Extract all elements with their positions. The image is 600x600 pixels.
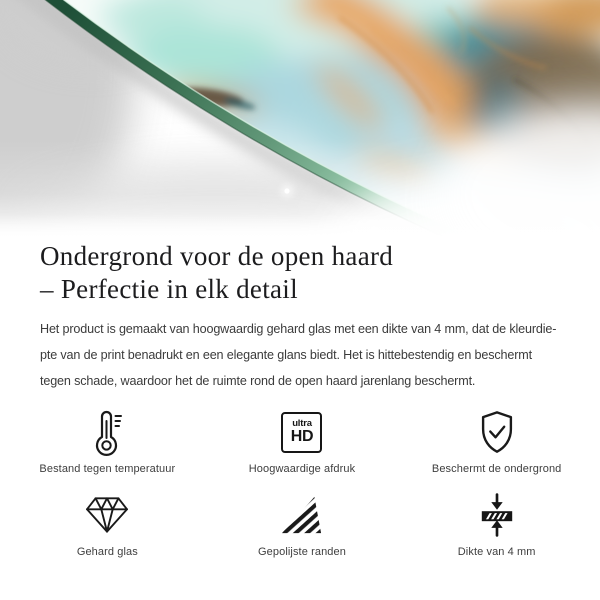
feature-polished-edges xyxy=(205,490,400,559)
ultra-hd-label-top: ultra xyxy=(292,418,312,429)
product-description xyxy=(40,316,564,394)
heading-line-2: – Perfectie in elk detail xyxy=(40,274,298,304)
polished-edges-icon xyxy=(279,494,325,536)
page-title xyxy=(40,238,564,306)
feature-temperature-resistant xyxy=(10,407,205,476)
heading-line-1: Ondergrond voor de open haard xyxy=(40,241,394,271)
abstract-marble-glass-panel xyxy=(0,0,600,238)
feature-print-quality xyxy=(205,407,400,476)
description-line-2: pte van de print benadrukt en een elegante glans biedt. Het is hittebestendig en beschermt xyxy=(40,348,532,362)
description-line-1: Het product is gemaakt van hoogwaardig gehard glas met een dikte van 4 mm, dat de kleurdie- xyxy=(40,322,557,336)
feature-protects-surface xyxy=(399,407,594,476)
feature-label: Bestand tegen temperatuur xyxy=(39,463,176,475)
diamond-icon xyxy=(83,495,131,535)
feature-label: Dikte van 4 mm xyxy=(457,546,536,558)
feature-thickness xyxy=(399,490,594,559)
product-copy xyxy=(0,238,600,559)
feature-label: Beschermt de ondergrond xyxy=(431,463,562,475)
thermometer-icon xyxy=(91,408,123,456)
product-hero-image xyxy=(0,0,600,238)
feature-tempered-glass xyxy=(10,490,205,559)
feature-label: Hoogwaardige afdruk xyxy=(248,463,356,475)
ultra-hd-label-hd: HD xyxy=(290,428,314,445)
shield-check-icon xyxy=(474,409,520,455)
feature-label: Gehard glas xyxy=(76,546,138,558)
ultra-hd-icon xyxy=(281,412,322,453)
feature-grid xyxy=(10,407,594,559)
description-line-3: tegen schade, waardoor het de ruimte rond de open haard jarenlang beschermt. xyxy=(40,374,476,388)
thickness-icon xyxy=(478,491,516,539)
feature-label: Gepolijste randen xyxy=(258,546,346,558)
